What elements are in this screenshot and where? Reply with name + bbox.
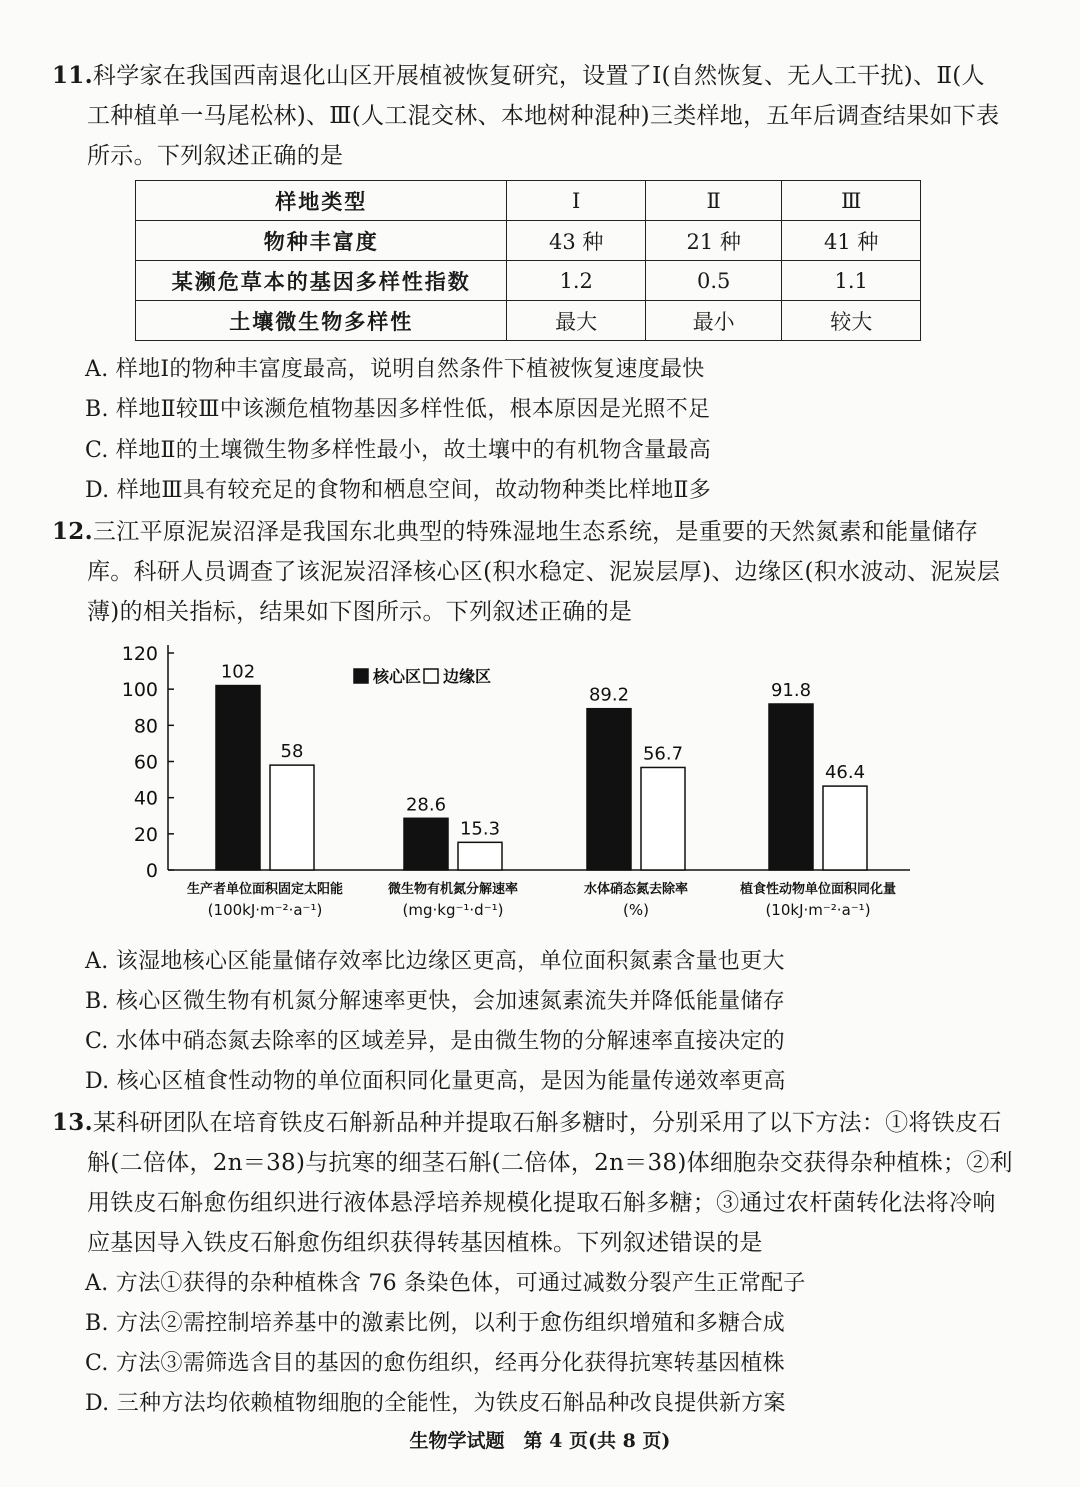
category-label: 微生物有机氮分解速率	[387, 882, 519, 897]
bar-core	[587, 709, 631, 870]
option-c: C. 方法③需筛选含目的基因的愈伤组织，经再分化获得抗寒转基因植株	[85, 1351, 785, 1376]
option-a: A. 该湿地核心区能量储存效率比边缘区更高，单位面积氮素含量也更大	[85, 949, 785, 974]
table-header-cell: 样地类型	[136, 181, 507, 221]
table-header-row	[136, 181, 921, 221]
table-row	[136, 221, 921, 261]
data-label: 46.4	[824, 762, 866, 784]
category-unit-label: (100kJ·m⁻²·a⁻¹)	[207, 901, 323, 919]
table-cell: 0.5	[645, 261, 782, 301]
category-label: 水体硝态氮去除率	[583, 882, 689, 897]
y-tick-label: 60	[133, 751, 158, 774]
table-cell: 较大	[782, 301, 921, 341]
legend-swatch-core	[354, 669, 368, 683]
question-11	[52, 56, 1042, 176]
option-d: D. 样地Ⅲ具有较充足的食物和栖息空间，故动物种类比样地Ⅱ多	[85, 478, 712, 503]
question-number: 11.	[52, 62, 93, 89]
category-unit-label: (%)	[623, 901, 649, 919]
table-cell: 1.2	[507, 261, 646, 301]
question-text-line: 工种植单一马尾松林)、Ⅲ(人工混交林、本地树种混种)三类样地，五年后调查结果如下表	[87, 103, 1000, 129]
table-cell: 43 种	[507, 221, 646, 261]
option-d: D. 三种方法均依赖植物细胞的全能性，为铁皮石斛品种改良提供新方案	[85, 1391, 786, 1416]
table-cell: 41 种	[782, 221, 921, 261]
question-text-line: 所示。下列叙述正确的是	[87, 143, 344, 169]
question-text-line: 三江平原泥炭沼泽是我国东北典型的特殊湿地生态系统，是重要的天然氮素和能量储存	[92, 519, 979, 545]
table-cell: 1.1	[782, 261, 921, 301]
question-text-line: 科学家在我国西南退化山区开展植被恢复研究，设置了Ⅰ(自然恢复、无人工干扰)、Ⅱ(人	[92, 63, 985, 89]
bar-edge	[270, 765, 314, 870]
question-text-line: 某科研团队在培育铁皮石斛新品种并提取石斛多糖时，分别采用了以下方法：①将铁皮石	[92, 1110, 1002, 1136]
option-c: C. 水体中硝态氮去除率的区域差异，是由微生物的分解速率直接决定的	[85, 1029, 785, 1054]
data-label: 89.2	[588, 684, 630, 706]
table-cell: 最小	[645, 301, 782, 341]
bar-core	[216, 686, 260, 870]
y-tick-label: 80	[133, 715, 158, 738]
bar-edge	[458, 842, 502, 870]
data-label: 28.6	[405, 794, 447, 816]
y-tick-label: 40	[133, 787, 158, 810]
question-number: 12.	[52, 518, 93, 545]
option-b: B. 方法②需控制培养基中的激素比例，以利于愈伤组织增殖和多糖合成	[85, 1311, 786, 1336]
option-b: B. 样地Ⅱ较Ⅲ中该濒危植物基因多样性低，根本原因是光照不足	[85, 397, 711, 422]
y-tick-label: 20	[133, 823, 158, 846]
question-number: 13.	[52, 1109, 93, 1136]
question-text-line: 斛(二倍体，2n＝38)与抗寒的细茎石斛(二倍体，2n＝38)体细胞杂交获得杂种植株；②利	[87, 1150, 1013, 1176]
data-label: 15.3	[459, 818, 501, 840]
table-cell: 土壤微生物多样性	[136, 301, 507, 341]
data-label: 58	[280, 741, 304, 763]
bar-edge	[823, 786, 867, 870]
option-d: D. 核心区植食性动物的单位面积同化量更高，是因为能量传递效率更高	[85, 1069, 786, 1094]
table-cell: 21 种	[645, 221, 782, 261]
table-cell: 最大	[507, 301, 646, 341]
table-row	[136, 261, 921, 301]
legend-label-edge: 边缘区	[443, 667, 492, 686]
question-text-line: 库。科研人员调查了该泥炭沼泽核心区(积水稳定、泥炭层厚)、边缘区(积水波动、泥炭层	[87, 559, 1001, 585]
option-a: A. 方法①获得的杂种植株含 76 条染色体，可通过减数分裂产生正常配子	[85, 1271, 806, 1296]
legend-label-core: 核心区	[373, 667, 422, 686]
sample-plot-table	[135, 180, 921, 341]
option-c: C. 样地Ⅱ的土壤微生物多样性最小，故土壤中的有机物含量最高	[85, 438, 711, 463]
data-label: 102	[220, 661, 256, 683]
legend-swatch-edge	[424, 669, 438, 683]
table-header-cell: Ⅲ	[782, 181, 921, 221]
page-footer: 生物学试题 第 4 页(共 8 页)	[409, 1430, 671, 1452]
bar-core	[404, 818, 448, 870]
table-row	[136, 301, 921, 341]
y-tick-label: 120	[121, 643, 158, 665]
option-b: B. 核心区微生物有机氮分解速率更快，会加速氮素流失并降低能量储存	[85, 989, 786, 1014]
question-text-line: 用铁皮石斛愈伤组织进行液体悬浮培养规模化提取石斛多糖；③通过农杆菌转化法将冷响	[87, 1190, 996, 1216]
table-header-cell: Ⅰ	[507, 181, 646, 221]
bar-edge	[641, 767, 685, 870]
category-label: 植食性动物单位面积同化量	[739, 882, 897, 897]
data-label: 56.7	[642, 743, 684, 765]
option-a: A. 样地Ⅰ的物种丰富度最高，说明自然条件下植被恢复速度最快	[85, 357, 705, 382]
question-text-line: 应基因导入铁皮石斛愈伤组织获得转基因植株。下列叙述错误的是	[87, 1230, 763, 1256]
question-text-line: 薄)的相关指标，结果如下图所示。下列叙述正确的是	[87, 599, 633, 625]
question-12	[52, 512, 1042, 632]
category-label: 生产者单位面积固定太阳能	[186, 882, 344, 897]
table-cell: 物种丰富度	[136, 221, 507, 261]
question-13	[52, 1103, 1042, 1263]
category-unit-label: (10kJ·m⁻²·a⁻¹)	[765, 901, 871, 919]
table-header-cell: Ⅱ	[645, 181, 782, 221]
y-tick-label: 100	[121, 679, 158, 702]
bar-core	[769, 704, 813, 870]
category-unit-label: (mg·kg⁻¹·d⁻¹)	[402, 901, 504, 919]
table-cell: 某濒危草本的基因多样性指数	[136, 261, 507, 301]
y-tick-label: 0	[145, 860, 158, 882]
data-label: 91.8	[770, 679, 812, 701]
